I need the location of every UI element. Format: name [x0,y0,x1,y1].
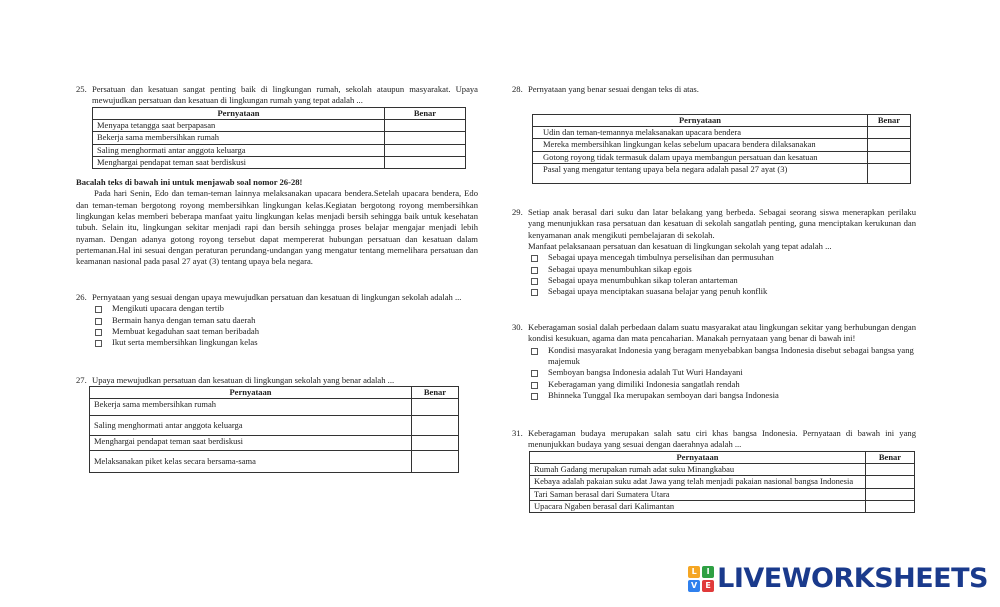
table-row [533,163,911,183]
question-31 [512,428,916,451]
option-item[interactable] [92,303,478,314]
question-number: 27. [76,375,87,385]
option-label: Keberagaman yang dimiliki Indonesia sangatlah rendah [548,378,740,389]
logo-tile-v: V [688,580,700,592]
liveworksheets-logo [688,561,988,597]
table-row [533,127,911,139]
table-header [93,108,466,120]
table-row [530,488,915,500]
table-row [93,132,466,144]
statement-cell: Udin dan teman-temannya melaksanakan upacara bendera [533,127,868,139]
answer-cell[interactable] [412,416,459,436]
option-label: Membuat kegaduhan saat teman beribadah [112,326,259,337]
logo-mark-icon [688,566,714,592]
header-true: Benar [866,452,915,464]
option-label: Sebagai upaya mencegah timbulnya perselisihan dan permusuhan [548,252,774,263]
header-statement: Pernyataan [90,387,412,399]
answer-cell[interactable] [866,488,915,500]
question-30 [512,322,916,401]
option-label: Ikut serta membersihkan lingkungan kelas [112,337,258,348]
question-25 [76,84,478,107]
question-number: 29. [512,207,523,217]
answer-cell[interactable] [412,399,459,416]
option-item[interactable] [92,337,478,348]
question-number: 30. [512,322,523,332]
question-text: Upaya mewujudkan persatuan dan kesatuan di lingkungan sekolah yang benar adalah ... [92,375,395,385]
header-statement: Pernyataan [530,452,866,464]
statement-cell: Rumah Gadang merupakan rumah adat suku Minangkabau [530,464,866,476]
option-label: Sebagai upaya menumbuhkan sikap egois [548,263,692,274]
options-list [528,252,916,297]
checkbox[interactable] [531,382,538,389]
options-list [92,303,478,348]
answer-cell[interactable] [866,500,915,512]
checkbox[interactable] [531,267,538,274]
question-28 [512,84,917,95]
table-row [90,451,459,473]
option-item[interactable] [92,326,478,337]
option-label: Kondisi masyarakat Indonesia yang beragam menyebabkan bangsa Indonesia disebut sebagai bangsa yang majemuk [548,344,914,367]
answer-cell[interactable] [866,476,915,488]
question-26 [76,292,478,349]
options-list [528,345,916,402]
checkbox[interactable] [531,370,538,377]
statement-cell: Upacara Ngaben berasal dari Kalimantan [530,500,866,512]
statement-cell: Pasal yang mengatur tentang upaya bela negara adalah pasal 27 ayat (3) [533,163,868,183]
statement-cell: Tari Saman berasal dari Sumatera Utara [530,488,866,500]
answer-cell[interactable] [868,127,911,139]
question-text: Pernyataan yang sesuai dengan upaya mewujudkan persatuan dan kesatuan di lingkungan sekolah adalah ... [92,292,462,302]
logo-tile-l: L [688,566,700,578]
option-label: Bhinneka Tunggal Ika merupakan semboyan dari bangsa Indonesia [548,390,779,401]
question-number: 28. [512,84,523,94]
header-true: Benar [412,387,459,399]
logo-tile-e: E [702,580,714,592]
checkbox[interactable] [531,348,538,355]
question-text: Pernyataan yang benar sesuai dengan teks di atas. [528,84,699,94]
answer-cell[interactable] [868,139,911,151]
statement-cell: Gotong royong tidak termasuk dalam upaya membangun persatuan dan kesatuan [533,151,868,163]
q28-table [532,114,911,184]
option-item[interactable] [528,264,916,275]
answer-cell[interactable] [868,151,911,163]
option-label: Mengikuti upacara dengan tertib [112,303,224,314]
statement-cell: Melaksanakan piket kelas secara bersama-sama [90,451,412,473]
table-row [533,151,911,163]
option-item[interactable] [92,315,478,326]
table-header [533,115,911,127]
question-29 [512,207,916,298]
question-number: 31. [512,428,523,438]
answer-cell[interactable] [385,120,466,132]
table-row [93,156,466,168]
question-number: 25. [76,84,87,94]
table-row [90,436,459,451]
q31-table [529,451,915,513]
option-item[interactable] [528,367,916,378]
table-row [533,139,911,151]
option-item[interactable] [528,286,916,297]
table-header [530,452,915,464]
checkbox[interactable] [95,329,102,336]
statement-cell: Saling menghormati antar anggota keluarga [93,144,385,156]
answer-cell[interactable] [385,144,466,156]
option-item[interactable] [528,275,916,286]
option-item[interactable] [528,252,916,263]
question-text: Keberagaman sosial dalah perbedaan dalam suatu masyarakat atau lingkungan sekitar yang berhubungan dengan kondisi kesukuan, agama dan mata pencaharian. Manakah pernyataan yang benar di bawah ini! [528,322,916,344]
option-item[interactable] [528,345,916,368]
statement-cell: Menyapa tetangga saat berpapasan [93,120,385,132]
answer-cell[interactable] [385,132,466,144]
checkbox[interactable] [95,340,102,347]
option-item[interactable] [528,390,916,401]
header-statement: Pernyataan [93,108,385,120]
question-text: Keberagaman budaya merupakan salah satu ciri khas bangsa Indonesia. Pernyataan di bawah ini yang menunjukkan budaya yang sesuai dengan daerahnya adalah ... [528,428,916,450]
table-row [530,476,915,488]
statement-cell: Mereka membersihkan lingkungan kelas sebelum upacara bendera dilaksanakan [533,139,868,151]
checkbox[interactable] [531,255,538,262]
table-row [530,464,915,476]
checkbox[interactable] [531,289,538,296]
option-label: Sebagai upaya menciptakan suasana belajar yang penuh konflik [548,286,768,297]
logo-wordmark: LIVEWORKSHEETS [717,563,988,595]
header-true: Benar [385,108,466,120]
table-row [93,144,466,156]
passage-heading: Bacalah teks di bawah ini untuk menjawab soal nomor 26-28! [76,177,303,187]
question-27 [76,375,478,386]
statement-cell: Bekerja sama membersihkan rumah [90,399,412,416]
checkbox[interactable] [531,278,538,285]
statement-cell: Kebaya adalah pakaian suku adat Jawa yang telah menjadi pakaian nasional bangsa Indonesia [530,476,866,488]
statement-cell: Bekerja sama membersihkan rumah [93,132,385,144]
statement-cell: Menghargai pendapat teman saat berdiskusi [93,156,385,168]
option-label: Semboyan bangsa Indonesia adalah Tut Wuri Handayani [548,367,743,378]
table-row [530,500,915,512]
question-number: 26. [76,292,87,302]
answer-cell[interactable] [412,451,459,473]
question-subtext: Manfaat pelaksanaan persatuan dan kesatuan di lingkungan sekolah yang tepat adalah ... [528,241,832,252]
statement-cell: Saling menghormati antar anggota keluarga [90,416,412,436]
answer-cell[interactable] [866,464,915,476]
checkbox[interactable] [95,306,102,313]
table-header [90,387,459,399]
question-text: Persatuan dan kesatuan sangat penting baik di lingkungan rumah, sekolah ataupun masyarakat. Upaya mewujudkan persatuan dan kesatuan di lingkungan rumah yang tepat adalah ... [92,84,478,106]
table-row [90,399,459,416]
option-item[interactable] [528,379,916,390]
header-statement: Pernyataan [533,115,868,127]
q27-table [89,386,459,473]
question-text: Setiap anak berasal dari suku dan latar belakang yang berbeda. Sebagai seorang siswa menerapkan perilaku yang menunjukkan rasa persatuan dan kesatuan di sekolah sangatlah penting, guna menciptakan kerukunan dan kenyamanan anak mengikuti pembelajaran di sekolah. [528,207,916,240]
logo-tile-i: I [702,566,714,578]
checkbox[interactable] [95,318,102,325]
header-true: Benar [868,115,911,127]
answer-cell[interactable] [385,156,466,168]
statement-cell: Menghargai pendapat teman saat berdiskusi [90,436,412,451]
checkbox[interactable] [531,393,538,400]
reading-passage [76,177,478,268]
answer-cell[interactable] [412,436,459,451]
passage-body: Pada hari Senin, Edo dan teman-teman lainnya melaksanakan upacara bendera.Setelah upacara bendera, Edo dan teman-teman bergotong royong membersihkan lingkungan kelas.Kegiatan bergotong royong membersihkan lingkungan kelas memberi beberapa manfaat yaitu lingkungan kelas menjadi bersih sehingga baik untuk kesehatan tubuh. Selain itu, lingkungan sekitar menjadi rapi dan bersih sehingga proses belajar mengajar menjadi lebih nyaman. Dengan adanya gotong royong tersebut dapat mempererat hubungan persatuan dan kesatuan dalam pertemanan.Hal ini sesuai dengan peraturan perundang-undangan yang mengatur tentang memelihara persatuan dan keamanan nasional pada pasal 27 ayat (3) tentang upaya bela negara. [76,188,478,267]
option-label: Bermain hanya dengan teman satu daerah [112,314,256,325]
table-row [93,120,466,132]
table-row [90,416,459,436]
option-label: Sebagai upaya menumbuhkan sikap toleran antarteman [548,275,738,286]
q25-table [92,107,466,169]
answer-cell[interactable] [868,163,911,183]
